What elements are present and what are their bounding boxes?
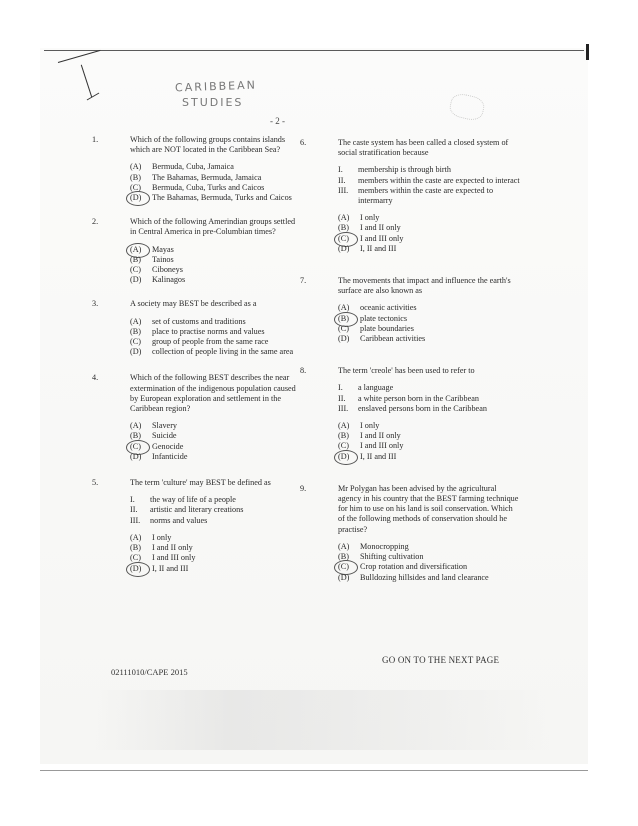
option-d-circled[interactable]: (D) The Bahamas, Bermuda, Turks and Caicos — [130, 193, 300, 203]
option-d[interactable]: (D) Infanticide — [130, 451, 188, 461]
question-stem: A society may BEST be described as a — [130, 299, 257, 309]
question-number: 4. — [92, 373, 99, 383]
option-d-circled[interactable]: (D) I, II and III — [338, 452, 520, 462]
roman-statements — [130, 495, 300, 526]
statement-iii: III. enslaved persons born in the Caribbean — [338, 403, 487, 413]
question-8 — [300, 366, 520, 462]
option-b-circled[interactable]: (B) plate tectonics — [338, 314, 520, 324]
handwritten-subject-line-1: CARIBBEAN — [174, 78, 258, 95]
question-6 — [300, 138, 520, 254]
option-c-circled[interactable]: (C) Crop rotation and diversification — [338, 562, 520, 572]
roman-statements — [338, 383, 520, 414]
option-a[interactable]: (A) I only — [338, 421, 380, 431]
answer-options — [338, 303, 520, 344]
question-number: 5. — [92, 478, 99, 488]
option-d-circled[interactable]: (D) I, II and III — [130, 564, 300, 574]
answer-options — [338, 213, 520, 254]
option-d[interactable]: (D) Kalinagos — [130, 275, 186, 285]
option-c[interactable]: (C) Bermuda, Cuba, Turks and Caicos — [130, 182, 265, 192]
option-d[interactable]: (D) Bulldozing hillsides and land clearance — [338, 572, 489, 582]
question-number: 3. — [92, 299, 99, 309]
statement-ii: II. a white person born in the Caribbean — [338, 393, 479, 403]
right-question-column — [300, 138, 520, 583]
answer-options — [130, 533, 300, 574]
question-stem: Which of the following BEST describes the near extermination of the indigenous population caused by European exploration and settlement in the Caribbean region? — [130, 373, 296, 414]
option-b[interactable]: (B) I and II only — [130, 543, 193, 553]
exam-code: 02111010/CAPE 2015 — [111, 667, 188, 677]
question-stem: The term 'culture' may BEST be defined as — [130, 478, 271, 488]
left-question-column — [92, 135, 300, 574]
option-b[interactable]: (B) I and II only — [338, 223, 401, 233]
question-stem: Mr Polygan has been advised by the agricultural agency in his country that the BEST farming technique for him to use on his land is soil conservation. Which of the following methods of conservation should he practise? — [338, 483, 519, 534]
option-a[interactable]: (A) Monocropping — [338, 541, 409, 551]
option-a[interactable]: (A) Bermuda, Cuba, Jamaica — [130, 162, 234, 172]
answer-options — [338, 421, 520, 462]
option-b[interactable]: (B) Suicide — [130, 431, 177, 441]
statement-i: I. the way of life of a people — [130, 495, 236, 505]
question-stem: Which of the following groups contains islands which are NOT located in the Caribbean Sea? — [130, 135, 286, 155]
option-b[interactable]: (B) Shifting cultivation — [338, 552, 424, 562]
option-d[interactable]: (D) I, II and III — [338, 243, 397, 253]
option-b[interactable]: (B) Tainos — [130, 254, 174, 264]
statement-ii: II. artistic and literary creations — [130, 505, 244, 515]
paper-top-edge — [44, 50, 584, 51]
option-c[interactable]: (C) I and III only — [338, 441, 404, 451]
option-c[interactable]: (C) group of people from the same race — [130, 337, 269, 347]
option-b[interactable]: (B) place to practise norms and values — [130, 326, 265, 336]
option-a[interactable]: (A) set of customs and traditions — [130, 316, 246, 326]
option-a[interactable]: (A) oceanic activities — [338, 303, 417, 313]
question-3 — [92, 299, 300, 357]
answer-options — [338, 542, 520, 583]
statement-iii: III. norms and values — [130, 515, 208, 525]
option-a[interactable]: (A) I only — [338, 213, 380, 223]
handwritten-subject-line-2: STUDIES — [182, 96, 244, 109]
option-c[interactable]: (C) I and III only — [130, 553, 196, 563]
option-c-circled[interactable]: (C) I and III only — [338, 234, 520, 244]
paper-corner-mark — [586, 44, 589, 60]
option-b[interactable]: (B) The Bahamas, Bermuda, Jamaica — [130, 172, 262, 182]
option-d[interactable]: (D) Caribbean activities — [338, 334, 426, 344]
option-a-circled[interactable]: (A) Mayas — [130, 245, 300, 255]
option-c[interactable]: (C) Ciboneys — [130, 265, 183, 275]
question-number: 2. — [92, 217, 99, 227]
go-on-next-page-note: GO ON TO THE NEXT PAGE — [382, 655, 500, 665]
answer-options — [130, 162, 300, 203]
option-c[interactable]: (C) plate boundaries — [338, 323, 414, 333]
paper-bottom-edge — [40, 770, 588, 771]
question-number: 9. — [300, 483, 307, 493]
question-4 — [92, 373, 300, 462]
question-number: 1. — [92, 135, 99, 144]
page-number: - 2 - — [270, 116, 285, 126]
option-d[interactable]: (D) collection of people living in the same area — [130, 347, 294, 357]
question-9 — [300, 484, 520, 583]
option-b[interactable]: (B) I and II only — [338, 431, 401, 441]
answer-options — [130, 421, 300, 462]
question-stem: The caste system has been called a closed system of social stratification because — [338, 138, 509, 158]
question-number: 7. — [300, 276, 307, 286]
option-a[interactable]: (A) I only — [130, 532, 172, 542]
question-stem: Which of the following Amerindian groups settled in Central America in pre-Columbian times? — [130, 217, 296, 237]
scan-shading — [90, 690, 560, 750]
question-number: 8. — [300, 366, 307, 376]
statement-i: I. membership is through birth — [338, 165, 452, 175]
question-1 — [92, 135, 300, 203]
answer-options — [130, 245, 300, 286]
answer-options — [130, 317, 300, 358]
question-5 — [92, 478, 300, 574]
question-7 — [300, 276, 520, 344]
question-stem: The term 'creole' has been used to refer to — [338, 366, 475, 376]
option-a[interactable]: (A) Slavery — [130, 421, 178, 431]
option-c-circled[interactable]: (C) Genocide — [130, 442, 300, 452]
question-2 — [92, 217, 300, 285]
statement-iii: III. members within the caste are expected to intermarry — [338, 185, 494, 206]
statement-i: I. a language — [338, 383, 394, 393]
roman-statements — [338, 165, 520, 206]
statement-ii: II. members within the caste are expected to interact — [338, 175, 520, 185]
question-stem: The movements that impact and influence the earth's surface are also known as — [338, 276, 511, 296]
question-number: 6. — [300, 138, 307, 147]
